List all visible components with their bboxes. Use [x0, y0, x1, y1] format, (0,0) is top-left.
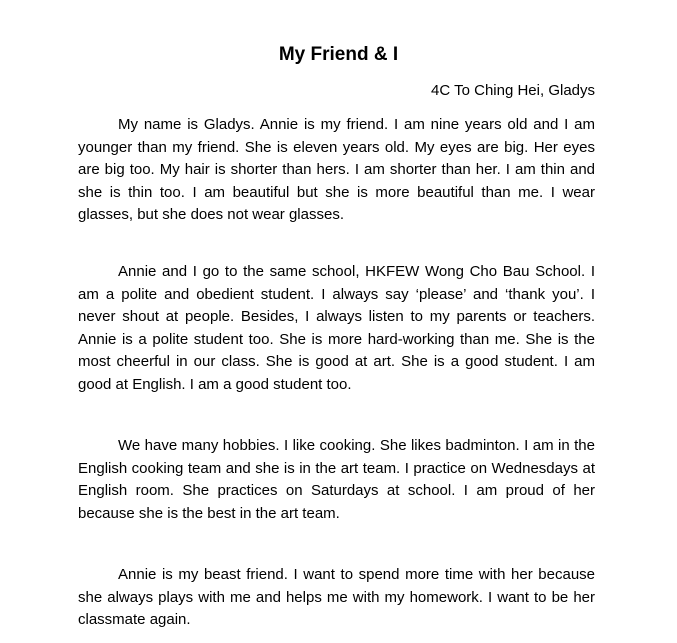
paragraph-2: Annie and I go to the same school, HKFEW Wong Cho Bau School. I am a polite and obedient student. I always say ‘please’ and ‘thank you’. I never shout at people. Besides, I always listen to my parents or teachers. Annie is a polite student too. She is more hard-working than me. She is the most cheerful in our class. She is good at art. She is a good student. I am good at English. I am a good student too. [78, 263, 595, 393]
page-title: My Friend & I [278, 44, 399, 65]
author-line: 4C To Ching Hei, Gladys [431, 82, 595, 99]
paragraph-4: Annie is my beast friend. I want to spend more time with her because she always plays with me and helps me with my homework. I want to be her classmate again. [78, 566, 595, 629]
paragraph-1: My name is Gladys. Annie is my friend. I am nine years old and I am younger than my friend. She is eleven years old. My eyes are big. Her eyes are big too. My hair is shorter than hers. I am shorter than her. I am thin and she is thin too. I am beautiful but she is more beautiful than me. I wear glasses, but she does not wear glasses. [78, 116, 595, 224]
paragraph-3: We have many hobbies. I like cooking. She likes badminton. I am in the English cooking team and she is in the art team. I practice on Wednesdays at English room. She practices on Saturdays at school. I am proud of her because she is the best in the art team. [78, 437, 595, 522]
